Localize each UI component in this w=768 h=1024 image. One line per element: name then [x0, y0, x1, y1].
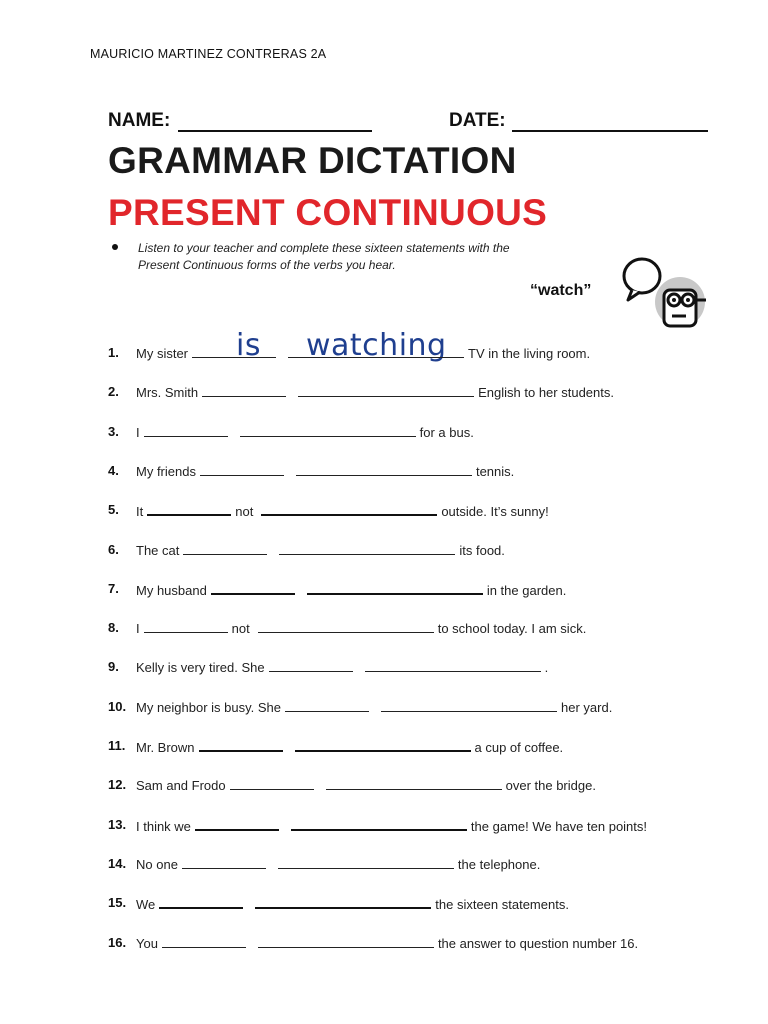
- statement-text: [136, 935, 638, 951]
- statement-number: 3.: [108, 423, 119, 439]
- name-line: [178, 130, 372, 132]
- verb-blank[interactable]: [298, 384, 474, 397]
- statement-number: 1.: [108, 345, 119, 360]
- auxiliary-blank[interactable]: [230, 777, 314, 790]
- statement-number: 7.: [108, 580, 119, 596]
- statement-number: 10.: [108, 698, 127, 714]
- instructions-line-2: Present Continuous forms of the verbs you hear.: [138, 258, 396, 272]
- statement-text: [136, 463, 514, 479]
- date-line: [512, 130, 708, 132]
- name-label: NAME:: [108, 110, 171, 131]
- statement-text: [136, 620, 586, 636]
- statement-end: tennis.: [475, 463, 515, 479]
- statement-end: the sixteen statements.: [435, 897, 569, 913]
- statement-end: to school today. I am sick.: [437, 621, 587, 637]
- statement-item: [108, 890, 748, 914]
- statement-start: We: [136, 897, 156, 913]
- statement-item: [108, 576, 748, 600]
- statement-item: [108, 654, 748, 678]
- statement-end: English to her students.: [478, 385, 614, 401]
- statement-item: [108, 772, 748, 796]
- statement-item: [108, 812, 748, 836]
- statement-start: Mrs. Smith: [136, 385, 199, 401]
- statement-start: My friends: [136, 463, 196, 479]
- statement-start: My neighbor is busy. She: [136, 699, 281, 715]
- auxiliary-blank[interactable]: [285, 699, 369, 712]
- verb-blank[interactable]: [381, 699, 557, 712]
- verb-blank[interactable]: [240, 424, 416, 437]
- statement-number: 2.: [108, 384, 119, 400]
- verb-blank[interactable]: [278, 856, 454, 869]
- auxiliary-blank[interactable]: [192, 345, 276, 358]
- statement-text: [136, 659, 548, 675]
- answer-word-1: is: [236, 328, 261, 363]
- statement-end: the answer to question number 16.: [437, 935, 639, 951]
- statement-start: I: [136, 621, 140, 637]
- statement-text: [136, 581, 566, 598]
- statement-text: [136, 895, 569, 912]
- statement-item: [108, 851, 748, 875]
- statement-start: Kelly is very tired. She: [136, 660, 265, 676]
- auxiliary-blank[interactable]: [202, 384, 286, 397]
- statement-start: I: [136, 424, 140, 440]
- statement-number: 5.: [108, 502, 119, 518]
- auxiliary-blank[interactable]: [200, 463, 284, 476]
- statement-number: 6.: [108, 541, 119, 557]
- statement-start: My husband: [136, 582, 207, 598]
- statement-text: [136, 856, 540, 872]
- statement-text: [136, 345, 590, 361]
- statement-end: the telephone.: [457, 856, 541, 872]
- cue-verb: “watch”: [530, 282, 592, 299]
- verb-blank[interactable]: [365, 659, 541, 672]
- verb-blank[interactable]: [261, 502, 437, 516]
- statement-text: [136, 502, 549, 519]
- statement-end: in the garden.: [486, 582, 567, 598]
- verb-blank[interactable]: [258, 620, 434, 633]
- statement-item: [108, 733, 748, 757]
- page-subtitle: PRESENT CONTINUOUS: [108, 192, 548, 233]
- page-title: GRAMMAR DICTATION: [108, 140, 517, 181]
- statement-number: 13.: [108, 816, 127, 832]
- verb-blank[interactable]: [255, 895, 431, 909]
- statement-item: [108, 419, 748, 443]
- auxiliary-blank[interactable]: [144, 620, 228, 633]
- instructions: [138, 240, 608, 274]
- statement-text: [136, 424, 474, 440]
- thinking-person-icon: [618, 254, 708, 334]
- statement-item: [108, 497, 748, 521]
- statement-text: [136, 384, 614, 400]
- statement-start: Sam and Frodo: [136, 778, 226, 794]
- auxiliary-blank[interactable]: [144, 424, 228, 437]
- verb-blank[interactable]: [307, 581, 483, 595]
- date-label: DATE:: [449, 110, 506, 131]
- statement-text: [136, 817, 647, 834]
- statement-number: 12.: [108, 777, 127, 793]
- statement-end: her yard.: [561, 699, 613, 715]
- bullet-dot: [112, 244, 118, 250]
- statement-number: 14.: [108, 855, 127, 871]
- statement-item: [108, 379, 748, 403]
- statement-middle: not: [235, 504, 254, 520]
- statement-number: 11.: [108, 738, 126, 753]
- auxiliary-blank[interactable]: [211, 581, 295, 595]
- statement-end: the game! We have ten points!: [470, 818, 648, 834]
- statement-item: [108, 458, 748, 482]
- statement-item: [108, 340, 748, 364]
- auxiliary-blank[interactable]: [147, 502, 231, 516]
- statement-item: [108, 694, 748, 718]
- statement-end: TV in the living room.: [468, 346, 591, 361]
- verb-blank[interactable]: [291, 817, 467, 831]
- auxiliary-blank[interactable]: [199, 738, 283, 752]
- statement-text: [136, 777, 596, 793]
- statement-number: 15.: [108, 895, 127, 911]
- name-date-row: [108, 110, 708, 136]
- statement-number: 4.: [108, 462, 119, 478]
- statement-start: No one: [136, 856, 178, 872]
- auxiliary-blank[interactable]: [183, 542, 267, 555]
- statement-item: [108, 537, 748, 561]
- auxiliary-blank[interactable]: [195, 817, 279, 831]
- statement-text: [136, 542, 505, 558]
- statement-start: It: [136, 504, 144, 520]
- statement-number: 8.: [108, 620, 119, 636]
- statement-start: My sister: [136, 346, 188, 361]
- verb-blank[interactable]: [296, 463, 472, 476]
- auxiliary-blank[interactable]: [159, 895, 243, 909]
- statement-end: a cup of coffee.: [474, 740, 564, 755]
- verb-blank[interactable]: [326, 777, 502, 790]
- author-line: MAURICIO MARTINEZ CONTRERAS 2A: [90, 47, 327, 61]
- instructions-line-1: Listen to your teacher and complete these sixteen statements with the: [138, 241, 510, 255]
- statement-end: its food.: [459, 542, 505, 558]
- statement-end: over the bridge.: [505, 778, 596, 794]
- statement-start: You: [136, 935, 158, 951]
- statement-item: [108, 930, 748, 954]
- statement-number: 16.: [108, 934, 127, 950]
- verb-blank[interactable]: [295, 738, 471, 752]
- statement-text: [136, 738, 563, 755]
- statement-end: outside. It’s sunny!: [441, 504, 549, 520]
- auxiliary-blank[interactable]: [182, 856, 266, 869]
- statement-middle: not: [231, 621, 250, 637]
- statement-item: [108, 615, 748, 639]
- verb-blank[interactable]: [288, 345, 464, 358]
- auxiliary-blank[interactable]: [269, 659, 353, 672]
- auxiliary-blank[interactable]: [162, 935, 246, 948]
- statement-text: [136, 699, 612, 715]
- answer-word-2: watching: [306, 328, 447, 363]
- verb-blank[interactable]: [279, 542, 455, 555]
- verb-blank[interactable]: [258, 935, 434, 948]
- statement-end: for a bus.: [419, 424, 474, 440]
- statement-start: Mr. Brown: [136, 740, 195, 755]
- statement-end: .: [544, 660, 549, 676]
- statement-number: 9.: [108, 659, 119, 675]
- statement-start: The cat: [136, 542, 180, 558]
- statement-start: I think we: [136, 818, 191, 834]
